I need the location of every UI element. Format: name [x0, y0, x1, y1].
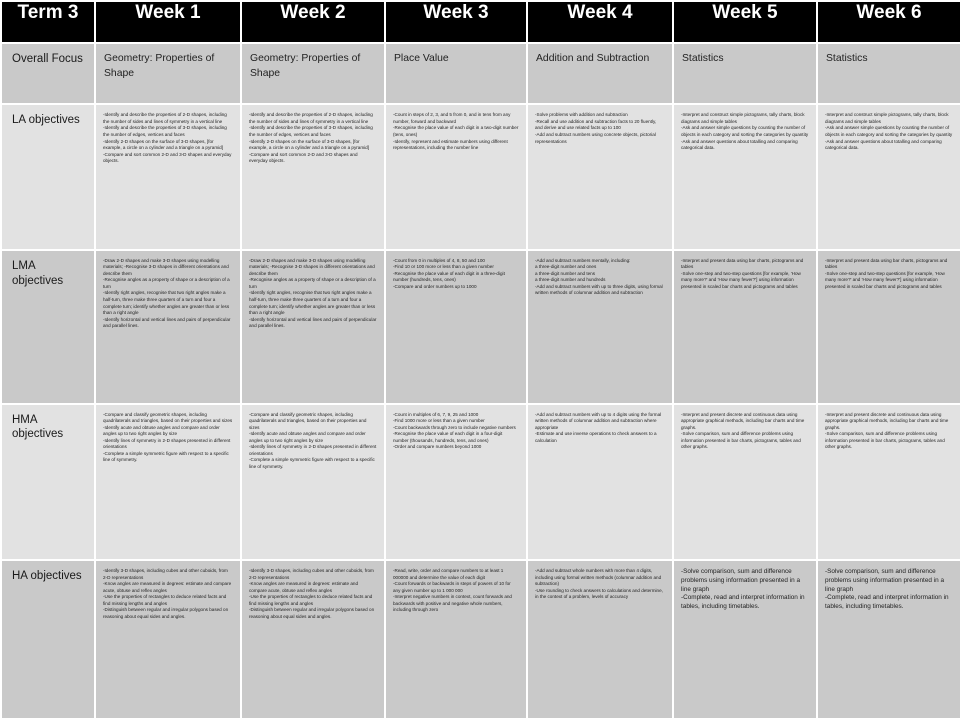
la-cell-week-4: -Solve problems with addition and subtraction -Recall and use addition and subtraction facts to 20 fluently, and derive and use related facts up to 100 -Add and subtract numbers using concrete objects, pictorial representations	[527, 104, 673, 249]
lma-cell-week-2: -Draw 2-D shapes and make 3-D shapes using modelling materials; -Recognise 3-D shapes in different orientations and describe them -Recognise angles as a property of shape or a description of a turn -Identify right angles, recognise that two right angles make a half-turn, three make three quarters of a turn and four a complete turn; identify whether angles are greater than or less than a right angle -Identify horizontal and vertical lines and pairs of perpendicular and parallel lines.	[241, 250, 385, 404]
header-week-6: Week 6	[817, 1, 960, 43]
header-term: Term 3	[1, 1, 95, 43]
header-week-3: Week 3	[385, 1, 527, 43]
row-ha-objectives	[1, 560, 960, 719]
la-cell-week-1: -Identify and describe the properties of 2-D shapes, including the number of sides and lines of symmetry in a vertical line -Identify and describe the properties of 3-D shapes, including the number of edges, vertices and faces -Identify 2-D shapes on the surface of 3-D shapes, [for example, a circle on a cylinder and a triangle on a pyramid] -Compare and sort common 2-D and 3-D shapes and everyday objects.	[95, 104, 241, 249]
row-lma-objectives	[1, 250, 960, 404]
row-hma-objectives	[1, 404, 960, 561]
hma-cell-week-4: -Add and subtract numbers with up to 4 digits using the formal written methods of columnar addition and subtraction where appropriate -Estimate and use inverse operations to check answers to a calculation	[527, 404, 673, 561]
header-week-5: Week 5	[673, 1, 817, 43]
table-header	[1, 1, 960, 43]
hma-cell-week-5: -Interpret and present discrete and continuous data using appropriate graphical methods, including bar charts and time graphs. -Solve comparison, sum and difference problems using information presented in bar charts, pictograms, tables and other graphs.	[673, 404, 817, 561]
ha-cell-week-5: -Solve comparison, sum and difference problems using information presented in a line graph -Complete, read and interpret information in tables, including timetables.	[673, 560, 817, 719]
ha-cell-week-6: -Solve comparison, sum and difference problems using information presented in a line graph -Complete, read and interpret information in tables, including timetables.	[817, 560, 960, 719]
focus-cell-week-6: Statistics	[817, 43, 960, 104]
header-week-2: Week 2	[241, 1, 385, 43]
row-label: LMA objectives	[1, 250, 95, 404]
ha-cell-week-2: -Identify 3-D shapes, including cubes and other cuboids, from 2-D representations -Know angles are measured in degrees: estimate and compare acute, obtuse and reflex angles -Use the properties of rectangles to deduce related facts and find missing lengths and angles -Distinguish between regular and irregular polygons based on reasoning about equal sides and angles.	[241, 560, 385, 719]
focus-cell-week-3: Place Value	[385, 43, 527, 104]
header-row	[1, 1, 960, 43]
row-label: Overall Focus	[1, 43, 95, 104]
focus-cell-week-5: Statistics	[673, 43, 817, 104]
hma-cell-week-2: -Compare and classify geometric shapes, including quadrilaterals and triangles, based on their properties and sizes -Identify acute and obtuse angles and compare and order angles up to two right angles by size -Identify lines of symmetry in 2-D shapes presented in different orientations -Complete a simple symmetric figure with respect to a specific line of symmetry.	[241, 404, 385, 561]
row-label: HMA objectives	[1, 404, 95, 561]
lma-cell-week-3: -Count from 0 in multiples of 4, 8, 50 and 100 -Find 10 or 100 more or less than a given number -Recognise the place value of each digit in a three-digit number (hundreds, tens, ones) -Compare and order numbers up to 1000	[385, 250, 527, 404]
row-label: HA objectives	[1, 560, 95, 719]
lma-cell-week-5: -Interpret and present data using bar charts, pictograms and tables -Solve one-step and two-step questions [for example, 'How many more?' and 'How many fewer?'] using information presented in scaled bar charts and pictograms and tables	[673, 250, 817, 404]
ha-cell-week-4: -Add and subtract whole numbers with more than 4 digits, including using formal written methods (columnar addition and subtraction) -Use rounding to check answers to calculations and determine, in the context of a problem, levels of accuracy	[527, 560, 673, 719]
lma-cell-week-4: -Add and subtract numbers mentally, including: a three-digit number and ones a three-digit number and tens a three-digit number and hundreds -Add and subtract numbers with up to three digits, using formal written methods of columnar addition and subtraction	[527, 250, 673, 404]
row-label: LA objectives	[1, 104, 95, 249]
table-body	[1, 43, 960, 719]
la-cell-week-2: -Identify and describe the properties of 2-D shapes, including the number of sides and lines of symmetry in a vertical line -Identify and describe the properties of 3-D shapes, including the number of edges, vertices and faces -Identify 2-D shapes on the surface of 3-D shapes, [for example, a circle on a cylinder and a triangle on a pyramid] -Compare and sort common 2-D and 3-D shapes and everyday objects.	[241, 104, 385, 249]
hma-cell-week-1: -Compare and classify geometric shapes, including quadrilaterals and triangles, based on their properties and sizes -Identify acute and obtuse angles and compare and order angles up to two right angles by size -Identify lines of symmetry in 2-D shapes presented in different orientations -Complete a simple symmetric figure with respect to a specific line of symmetry.	[95, 404, 241, 561]
ha-cell-week-3: -Read, write, order and compare numbers to at least 1 000000 and determine the value of each digit -Count forwards or backwards in steps of powers of 10 for any given number up to 1 000 000 -Interpret negative numbers in context, count forwards and backwards with positive and negative whole numbers, including through zero	[385, 560, 527, 719]
ha-cell-week-1: -Identify 3-D shapes, including cubes and other cuboids, from 2-D representations -Know angles are measured in degrees: estimate and compare acute, obtuse and reflex angles -Use the properties of rectangles to deduce related facts and find missing lengths and angles -Distinguish between regular and irregular polygons based on reasoning about equal sides and angles.	[95, 560, 241, 719]
hma-cell-week-3: -Count in multiples of 6, 7, 9, 25 and 1000 -Find 1000 more or less than a given number -Count backwards through zero to include negative numbers -Recognise the place value of each digit in a four-digit number (thousands, hundreds, tens, and ones) -Order and compare numbers beyond 1000	[385, 404, 527, 561]
lma-cell-week-6: -Interpret and present data using bar charts, pictograms and tables -Solve one-step and two-step questions [for example, 'How many more?' and 'How many fewer?'] using information presented in scaled bar charts and pictograms and tables	[817, 250, 960, 404]
row-la-objectives	[1, 104, 960, 249]
focus-cell-week-1: Geometry: Properties of Shape	[95, 43, 241, 104]
header-week-1: Week 1	[95, 1, 241, 43]
lma-cell-week-1: -Draw 2-D shapes and make 3-D shapes using modelling materials; -Recognise 3-D shapes in different orientations and describe them -Recognise angles as a property of shape or a description of a turn -Identify right angles, recognise that two right angles make a half-turn, three make three quarters of a turn and four a complete turn; identify whether angles are greater than or less than a right angle -Identify horizontal and vertical lines and pairs of perpendicular and parallel lines.	[95, 250, 241, 404]
hma-cell-week-6: -Interpret and present discrete and continuous data using appropriate graphical methods, including bar charts and time graphs. -Solve comparison, sum and difference problems using information presented in bar charts, pictograms, tables and other graphs.	[817, 404, 960, 561]
row-overall-focus	[1, 43, 960, 104]
focus-cell-week-4: Addition and Subtraction	[527, 43, 673, 104]
header-week-4: Week 4	[527, 1, 673, 43]
focus-cell-week-2: Geometry: Properties of Shape	[241, 43, 385, 104]
la-cell-week-3: -Count in steps of 2, 3, and 5 from 0, and in tens from any number, forward and backward -Recognise the place value of each digit in a two-digit number (tens, ones) -Identify, represent and estimate numbers using different representations, including the number line	[385, 104, 527, 249]
la-cell-week-5: -Interpret and construct simple pictograms, tally charts, block diagrams and simple tables -Ask and answer simple questions by counting the number of objects in each category and sorting the categories by quantity -Ask and answer questions about totalling and comparing categorical data.	[673, 104, 817, 249]
la-cell-week-6: -Interpret and construct simple pictograms, tally charts, block diagrams and simple tables -Ask and answer simple questions by counting the number of objects in each category and sorting the categories by quantity -Ask and answer questions about totalling and comparing categorical data.	[817, 104, 960, 249]
